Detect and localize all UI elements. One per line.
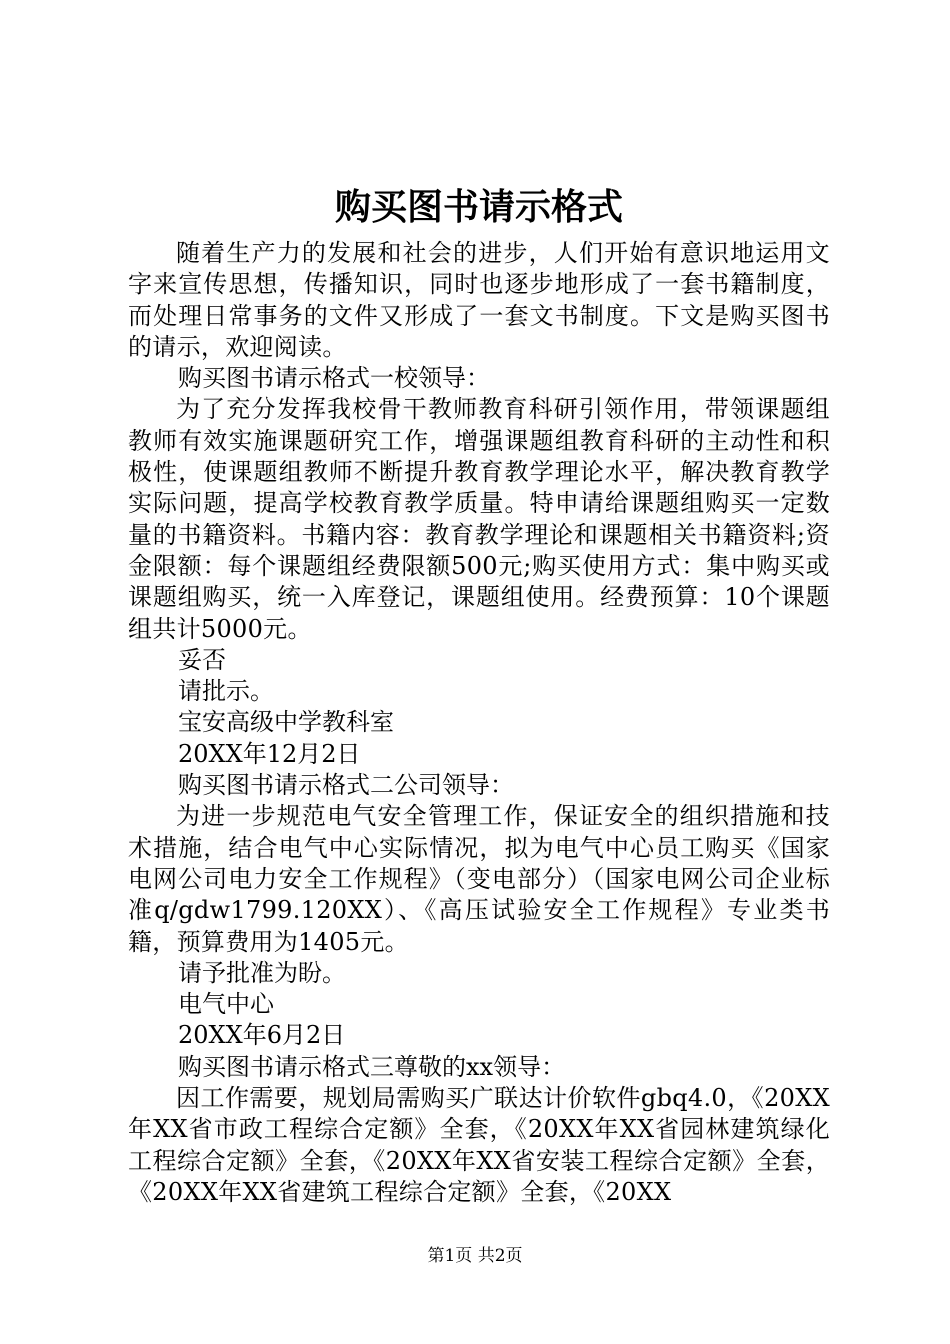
section1-closing-2: 请批示。 xyxy=(178,677,274,706)
section1-signer: 宝安高级中学教科室 xyxy=(178,708,394,737)
section1-heading: 购买图书请示格式一校领导： xyxy=(178,364,490,393)
section1-date: 20XX年12月2日 xyxy=(178,739,361,768)
section1-closing-1: 妥否 xyxy=(178,645,226,674)
section2-heading: 购买图书请示格式二公司领导： xyxy=(178,771,514,800)
section2-date: 20XX年6月2日 xyxy=(178,1021,346,1050)
intro-paragraph: 随着生产力的发展和社会的进步，人们开始有意识地运用文字来宣传思想，传播知识，同时也逐步地形成了一套书籍制度，而处理日常事务的文件又形成了一套文书制度。下文是购买图书的请示，欢迎阅读。 xyxy=(128,239,830,361)
document-page xyxy=(128,180,830,1208)
section2-signer: 电气中心 xyxy=(178,990,274,1019)
section1-body: 为了充分发挥我校骨干教师教育科研引领作用，带领课题组教师有效实施课题研究工作，增强课题组教育科研的主动性和积极性，使课题组教师不断提升教育教学理论水平，解决教育教学实际问题，提高学校教育教学质量。特申请给课题组购买一定数量的书籍资料。书籍内容：教育教学理论和课题相关书籍资料;资金限额：每个课题组经费限额500元;购买使用方式：集中购买或课题组购买，统一入库登记，课题组使用。经费预算：10个课题组共计5000元。 xyxy=(128,395,830,643)
document-title: 购买图书请示格式 xyxy=(334,187,623,228)
page-footer: 第1页 共2页 xyxy=(427,1246,523,1266)
section3-heading: 购买图书请示格式三尊敬的xx领导： xyxy=(178,1052,566,1081)
section2-body: 为进一步规范电气安全管理工作，保证安全的组织措施和技术措施，结合电气中心实际情况，拟为电气中心员工购买《国家电网公司电力安全工作规程》（变电部分）（国家电网公司企业标准q/gdw1799.120XX）、《高压试验安全工作规程》专业类书籍，预算费用为1405元。 xyxy=(128,802,830,956)
section2-closing: 请予批准为盼。 xyxy=(178,958,346,987)
section3-body: 因工作需要，规划局需购买广联达计价软件gbq4.0，《20XX年XX省市政工程综合定额》全套，《20XX年XX省园林建筑绿化工程综合定额》全套，《20XX年XX省安装工程综合定额》全套，《20XX年XX省建筑工程综合定额》全套，《20XX xyxy=(128,1084,830,1206)
